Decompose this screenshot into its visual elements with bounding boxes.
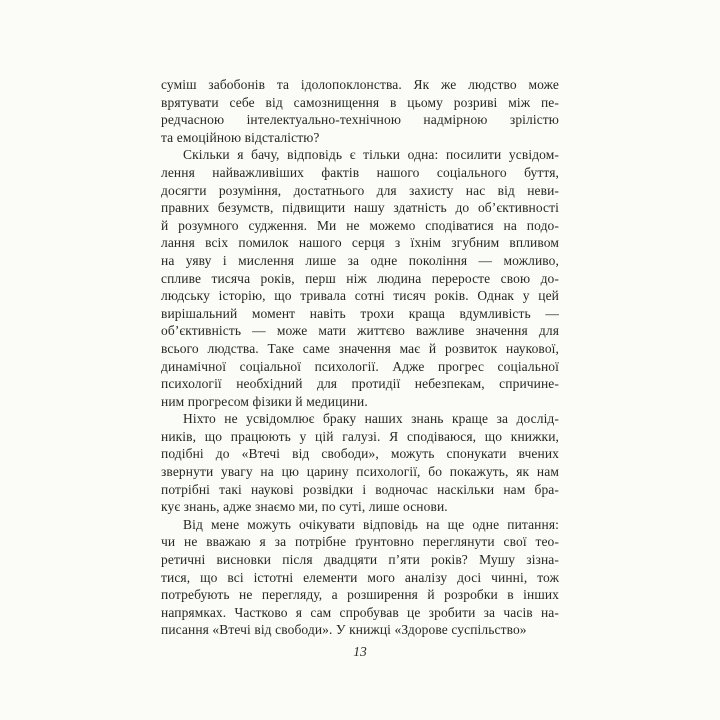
- text-line: звернути увагу на цю царину психології, бо покажуть, як нам: [161, 464, 559, 480]
- text-line: спливе тисяча років, перш ніж людина переросте свою до-: [161, 270, 559, 286]
- text-line: динамічної соціальної психології. Адже прогрес соціальної: [161, 358, 559, 374]
- text-line: подібні до «Втечі від свободи», можуть спонукати вчених: [161, 446, 559, 462]
- text-line: Від мене можуть очікувати відповідь на ще одне питання:: [183, 516, 559, 532]
- text-line: врятувати себе від самознищення в цьому розриві між пе-: [161, 94, 559, 110]
- text-line: психології необхідний для протидії небезпекам, спричине-: [161, 376, 559, 392]
- text-line: всього людства. Таке саме значення має й розвиток наукової,: [161, 340, 559, 356]
- text-line: вирішальний момент навіть трохи краща вдумливість —: [161, 305, 559, 321]
- text-line: редчасною інтелектуально-технічною надмірною зрілістю: [161, 112, 559, 128]
- text-line: суміш забобонів та ідолопоклонства. Як же людство може: [161, 77, 559, 92]
- text-line: об’єктивність — може мати життєво важливе значення для: [161, 323, 559, 339]
- text-line: кує знань, адже знаємо ми, по суті, лише основи.: [161, 499, 448, 515]
- text-line: тися, що всі істотні елементи мого аналізу досі чинні, тож: [161, 569, 559, 585]
- text-line: ників, що працюють у цій галузі. Я сподіваюся, що книжки,: [161, 428, 559, 444]
- text-line: потребують не перегляду, а розширення й розробки в інших: [161, 587, 559, 603]
- text-line: Ніхто не усвідомлює браку наших знань краще за дослід-: [183, 411, 559, 427]
- text-line: ретичні висновки після двадцяти п’яти років? Мушу зізна-: [161, 552, 559, 568]
- text-line: досягти розуміння, достатнього для захисту нас від неви-: [161, 182, 559, 198]
- text-line: Скільки я бачу, відповідь є тільки одна: посилити усвідом-: [183, 147, 559, 163]
- text-line: лання всіх помилок нашого серця з їхнім згубним впливом: [161, 235, 559, 251]
- text-line: ним прогресом фізики й медицини.: [161, 393, 368, 409]
- text-line: чи не вважаю я за потрібне ґрунтовно переглянути свої тео-: [161, 534, 559, 550]
- text-line: писання «Втечі від свободи». У книжці «Здорове суспільство»: [161, 622, 527, 638]
- text-line: людську історію, що тривала сотні тисяч років. Однак у цей: [161, 288, 559, 304]
- text-line: правних безумств, підвищити нашу здатність до об’єктивності: [161, 200, 559, 216]
- text-block: [161, 76, 559, 639]
- page-number: 13: [353, 644, 367, 659]
- text-line: на уяву і мислення лише за одне покоління — можливо,: [161, 252, 559, 268]
- text-line: напрямках. Частково я сам спробував це зробити за часів на-: [161, 604, 559, 620]
- text-line: потрібні такі наукові розвідки і водночас наскільки нам бра-: [161, 481, 559, 497]
- text-line: та емоційною відсталістю?: [161, 129, 320, 145]
- text-line: й розумного судження. Ми не можемо сподіватися на подо-: [161, 217, 559, 233]
- text-line: лення найважливіших фактів нашого соціального буття,: [161, 164, 559, 180]
